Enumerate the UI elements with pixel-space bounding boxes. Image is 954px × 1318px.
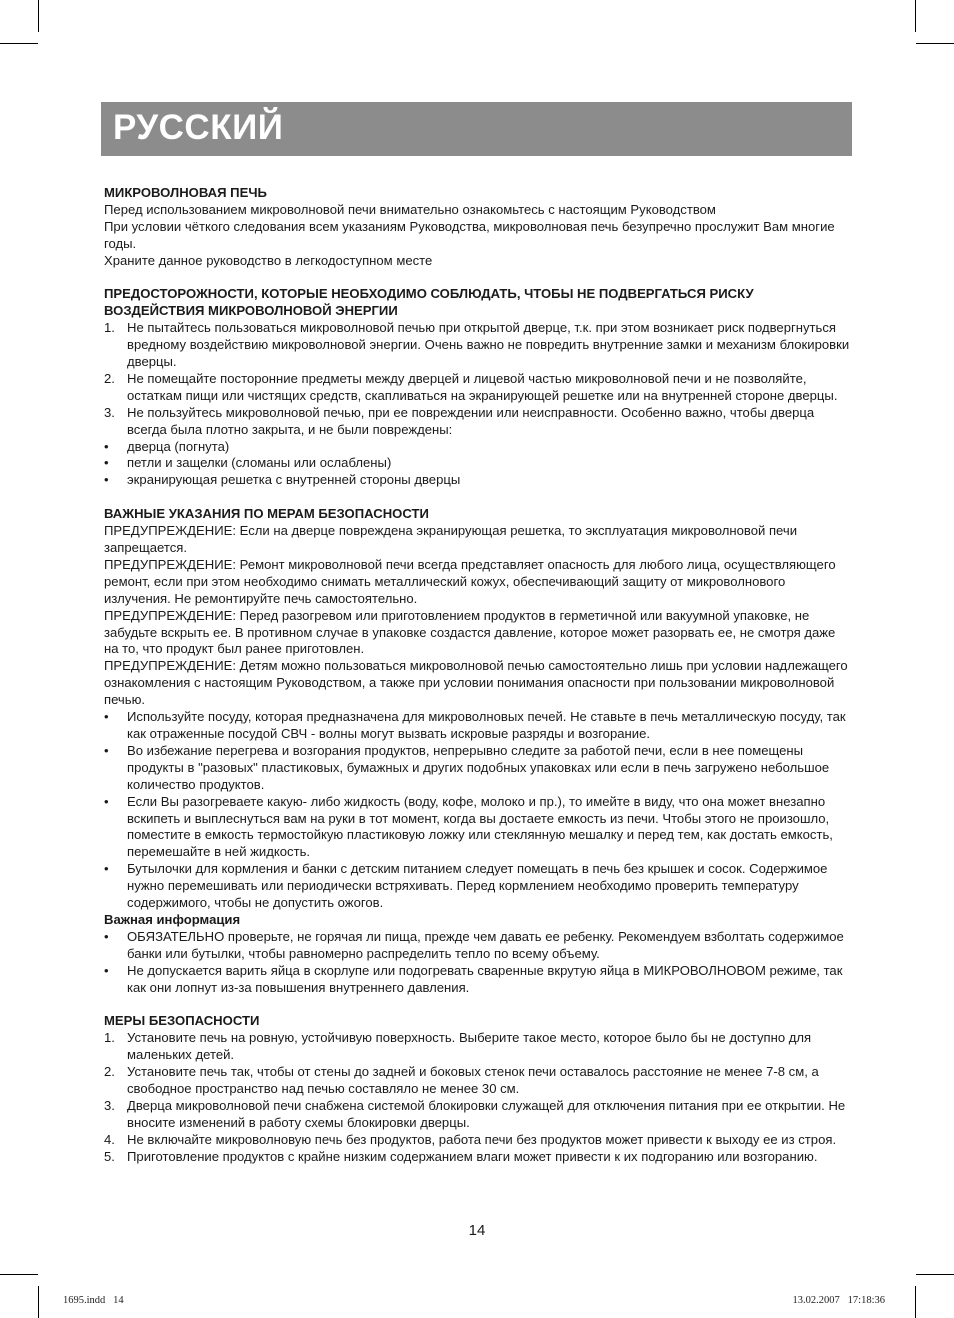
crop-mark [38, 0, 39, 32]
footer-file: 1695.indd 14 [63, 1295, 124, 1306]
list-item: • Во избежание перегрева и возгорания продуктов, непрерывно следите за работой печи, если в нее помещены продукты в "разовых" пластиковых, бумажных и других подобных упаковках или если в печь загружено небольшое количество продуктов. [104, 742, 830, 792]
list-item: • экранирующая решетка с внутренней стороны дверцы [104, 472, 461, 488]
paragraph: Перед использованием микроволновой печи внимательно ознакомьтесь с настоящим Руководством [104, 201, 716, 217]
warning-paragraph: ПРЕДУПРЕЖДЕНИЕ: Ремонт микроволновой печи всегда представляет опасность для любого лица, осуществляющего ремонт, если при этом необходимо снимать металлический кожух, обеспечивающий защиту от микроволнового излучения. Не ремонтируйте печь самостоятельно. [104, 556, 836, 606]
warning-paragraph: ПРЕДУПРЕЖДЕНИЕ: Детям можно пользоваться микроволновой печью самостоятельно лишь при условии надлежащего ознакомления с настоящим Руководством, а также при условии понимания опасности при пользовании микроволновой печью. [104, 658, 848, 708]
crop-mark [0, 43, 38, 44]
paragraph: При условии чёткого следования всем указаниям Руководства, микроволновая печь безупречно прослужит Вам многие годы. [104, 218, 835, 251]
list-item: • Используйте посуду, которая предназначена для микроволновых печей. Не ставьте в печь металлическую посуду, так как отраженные посудой СВЧ - волны могут вызвать искровые разряды и возгорание. [104, 709, 846, 741]
list-item: • Бутылочки для кормления и банки с детским питанием следует помещать в печь без крышек и сосок. Содержимое нужно перемешивать или периодически встряхивать. Перед кормлением необходимо проверить температуру содержимого, чтобы не допустить ожогов. [104, 861, 828, 911]
warning-paragraph: ПРЕДУПРЕЖДЕНИЕ: Если на дверце повреждена экранирующая решетка, то эксплуатация микроволновой печи запрещается. [104, 523, 798, 555]
list-item: 3. Не пользуйтесь микроволновой печью, при ее повреждении или неисправности. Особенно важно, чтобы дверца всегда была плотно закрыта, и не были повреждены: [104, 404, 815, 437]
list-item: 4. Не включайте микроволновую печь без продуктов, работа печи без продуктов может привести к выходу ее из строя. [104, 1131, 837, 1147]
list-item: 1. Не пытайтесь пользоваться микроволновой печью при открытой дверце, т.к. при этом возникает риск подвергнуться вредному воздействию микроволновой энергии. Очень важно не повредить внутренние замки и механизм блокировки дверцы. [104, 320, 850, 370]
crop-mark [915, 1286, 916, 1318]
section-heading: МИКРОВОЛНОВАЯ ПЕЧЬ [104, 185, 267, 200]
document-body [104, 185, 852, 1166]
list-item: • ОБЯЗАТЕЛЬНО проверьте, не горячая ли пища, прежде чем давать ее ребенку. Рекомендуем взболтать содержимое банки или бутылки, чтобы равномерно распределить тепло по всему объему. [104, 928, 844, 961]
list-item: 2. Не помещайте посторонние предметы между дверцей и лицевой частью микроволновой печи и не позволяйте, остаткам пищи или чистящих средств, скапливаться на экранирующей решетке или на внутренней стороне дверцы. [104, 370, 838, 403]
footer-datetime: 13.02.2007 17:18:36 [792, 1295, 885, 1306]
list-item: • Не допускается варить яйца в скорлупе или подогревать сваренные вкрутую яйца в МИКРОВОЛНОВОМ режиме, так как они лопнут из-за повышения внутреннего давления. [104, 962, 843, 995]
section-heading: ПРЕДОСТОРОЖНОСТИ, КОТОРЫЕ НЕОБХОДИМО СОБЛЮДАТЬ, ЧТОБЫ НЕ ПОДВЕРГАТЬСЯ РИСКУ ВОЗДЕЙСТВИЯ МИКРОВОЛНОВОЙ ЭНЕРГИИ [104, 286, 754, 319]
list-item: • петли и защелки (сломаны или ослаблены) [104, 455, 392, 471]
list-item: • дверца (погнута) [104, 438, 230, 454]
crop-mark [916, 43, 954, 44]
list-item: 1. Установите печь на ровную, устойчивую поверхность. Выберите такое место, которое было бы не доступно для маленьких детей. [104, 1030, 812, 1063]
list-item: 2. Установите печь так, чтобы от стены до задней и боковых стенок печи оставалось расстояние не менее 7-8 см, а свободное пространство над печью составляло не менее 30 см. [104, 1064, 819, 1096]
list-item: 5. Приготовление продуктов с крайне низким содержанием влаги может привести к их подгоранию или возгоранию. [104, 1148, 818, 1164]
list-item: 3. Дверца микроволновой печи снабжена системой блокировки служащей для отключения питания при ее открытии. Не вносите изменений в работу схемы блокировки дверцы. [104, 1097, 846, 1130]
section-heading: ВАЖНЫЕ УКАЗАНИЯ ПО МЕРАМ БЕЗОПАСНОСТИ [104, 506, 429, 522]
page-number: 14 [468, 1222, 486, 1239]
crop-mark [916, 1274, 954, 1275]
crop-mark [38, 1286, 39, 1318]
list-item: • Если Вы разогреваете какую- либо жидкость (воду, кофе, молоко и пр.), то имейте в виду, что она может внезапно вскипеть и выплеснуться вам на руки в тот момент, когда вы достаете емкость из печи. Чтобы этого не произошло, поместите в емкость термостойкую пластиковую ложку или стеклянную мешалку и перед тем, как достать емкость, перемешайте в ней жидкость. [104, 793, 833, 860]
sub-heading: Важная информация [104, 911, 241, 927]
crop-mark [915, 0, 916, 32]
language-header [101, 102, 852, 156]
section-heading: МЕРЫ БЕЗОПАСНОСТИ [104, 1013, 260, 1029]
warning-paragraph: ПРЕДУПРЕЖДЕНИЕ: Перед разогревом или приготовлением продуктов в герметичной или вакуумной упаковке, не забудьте вскрыть ее. В противном случае в упаковке создастся давление, которое может разорвать ее, не смотря даже на то, что продукт был ранее приготовлен. [104, 607, 836, 657]
crop-mark [0, 1274, 38, 1275]
paragraph: Храните данное руководство в легкодоступном месте [104, 252, 433, 268]
page-title: РУССКИЙ [113, 108, 284, 147]
